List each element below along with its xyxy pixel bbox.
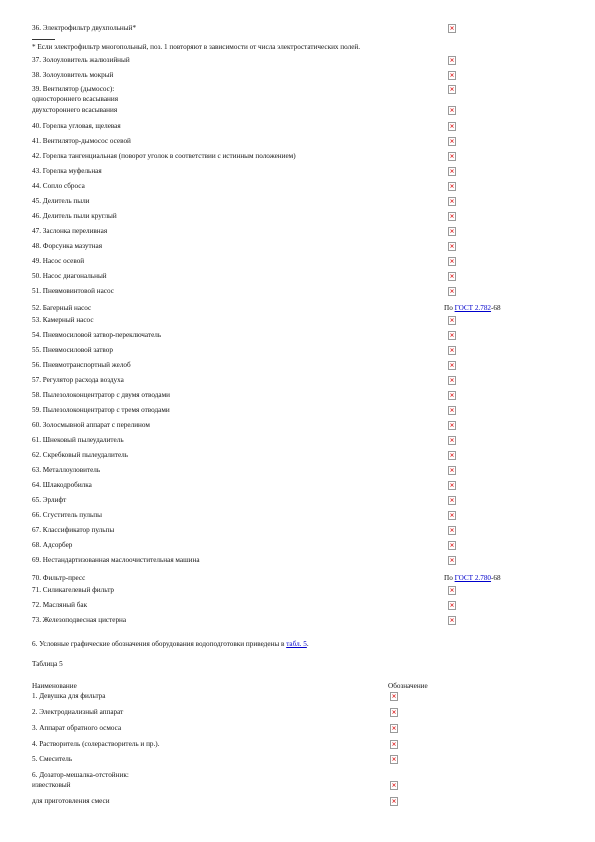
table-5-link[interactable]: табл. 5 xyxy=(286,640,307,648)
broken-image-icon: × xyxy=(449,198,455,205)
broken-image-icon: × xyxy=(391,693,397,700)
broken-image-icon: × xyxy=(449,168,455,175)
broken-image-icon: × xyxy=(449,527,455,534)
list-item: 42. Горелка тангенциальная (поворот уголок в соответствии с истинным положением) xyxy=(32,152,296,160)
broken-image-icon: × xyxy=(449,512,455,519)
broken-image-icon: × xyxy=(449,86,455,93)
broken-image-icon: × xyxy=(449,452,455,459)
list-item: одностороннего всасывания xyxy=(32,95,119,103)
broken-image-icon: × xyxy=(449,602,455,609)
gost-2782-link[interactable]: ГОСТ 2.782 xyxy=(454,304,492,312)
broken-image-icon: × xyxy=(449,123,455,130)
table5-item: известковый xyxy=(32,781,71,789)
list-item: 58. Пылезолоконцентратор с двумя отводами xyxy=(32,391,171,399)
column-header-symbol: Обозначение xyxy=(388,682,428,690)
table5-item: 4. Растворитель (солерастворитель и пр.). xyxy=(32,740,160,748)
broken-image-icon: × xyxy=(449,617,455,624)
list-item: 61. Шнековый пылеудалитель xyxy=(32,436,124,444)
broken-image-icon: × xyxy=(449,213,455,220)
broken-image-icon: × xyxy=(449,153,455,160)
list-item: 52. Багерный насос xyxy=(32,304,92,312)
broken-image-icon: × xyxy=(449,422,455,429)
list-item: 38. Золоуловитель мокрый xyxy=(32,71,114,79)
list-item: 62. Скребковый пылеудалитель xyxy=(32,451,129,459)
list-item: 60. Золосмывной аппарат с перелином xyxy=(32,421,150,429)
broken-image-icon: × xyxy=(449,183,455,190)
broken-image-icon: × xyxy=(449,497,455,504)
list-item: 69. Нестандартизованная маслоочистительная машина xyxy=(32,556,200,564)
broken-image-icon: × xyxy=(391,725,397,732)
list-item: 41. Вентилятор-дымосос осевой xyxy=(32,137,131,145)
list-item: 46. Делитель пыли круглый xyxy=(32,212,117,220)
broken-image-icon: × xyxy=(449,57,455,64)
list-item: 72. Масляный бак xyxy=(32,601,88,609)
list-item: 65. Эрлифт xyxy=(32,496,67,504)
list-item: 48. Форсунка мазутная xyxy=(32,242,103,250)
broken-image-icon: × xyxy=(449,107,455,114)
list-item: 53. Камерный насос xyxy=(32,316,94,324)
ref-prefix: По xyxy=(444,574,455,582)
broken-image-icon: × xyxy=(449,72,455,79)
list-item: 50. Насос диагональный xyxy=(32,272,107,280)
broken-image-icon: × xyxy=(449,25,455,32)
broken-image-icon: × xyxy=(449,392,455,399)
list-item: 63. Металлоуловитель xyxy=(32,466,101,474)
broken-image-icon: × xyxy=(391,756,397,763)
broken-image-icon: × xyxy=(391,798,397,805)
broken-image-icon: × xyxy=(449,273,455,280)
table5-item: 6. Дозатор-мешалка-отстойник: xyxy=(32,771,129,779)
footnote-rule xyxy=(32,39,55,40)
list-item: 54. Пневмосиловой затвор-переключатель xyxy=(32,331,162,339)
ref-gost-2780 xyxy=(444,574,501,582)
broken-image-icon: × xyxy=(449,258,455,265)
ref-suffix: -68 xyxy=(491,574,501,582)
broken-image-icon: × xyxy=(449,557,455,564)
broken-image-icon: × xyxy=(391,741,397,748)
list-item: двухстороннего всасывания xyxy=(32,106,118,114)
list-item: 44. Сопло сброса xyxy=(32,182,85,190)
broken-image-icon: × xyxy=(449,288,455,295)
list-item: 45. Делитель пыли xyxy=(32,197,90,205)
table5-item: для приготовления смеси xyxy=(32,797,110,805)
column-header-name: Наименование xyxy=(32,682,77,690)
list-item: 40. Горелка угловая, щелевая xyxy=(32,122,121,130)
list-item: 67. Классификатор пульпы xyxy=(32,526,115,534)
broken-image-icon: × xyxy=(449,362,455,369)
broken-image-icon: × xyxy=(449,467,455,474)
list-item: 37. Золоуловитель жалюзийный xyxy=(32,56,130,64)
broken-image-icon: × xyxy=(449,138,455,145)
list-item: 66. Сгуститель пульпы xyxy=(32,511,102,519)
broken-image-icon: × xyxy=(391,709,397,716)
table-caption: Таблица 5 xyxy=(32,660,63,668)
broken-image-icon: × xyxy=(449,228,455,235)
list-item: 47. Заслонка переливная xyxy=(32,227,108,235)
list-item: 70. Фильтр-пресс xyxy=(32,574,86,582)
ref-gost-2782 xyxy=(444,304,501,312)
list-item: 64. Шлакодробилка xyxy=(32,481,92,489)
paragraph-6-text: 6. Условные графические обозначения оборудования водоподготовки приведены в xyxy=(32,640,287,648)
table5-item: 3. Аппарат обратного осмоса xyxy=(32,724,122,732)
broken-image-icon: × xyxy=(449,482,455,489)
ref-suffix: -68 xyxy=(491,304,501,312)
list-item: 71. Силикагелевый фильтр xyxy=(32,586,115,594)
list-item: 56. Пневмотранспортный желоб xyxy=(32,361,131,369)
list-item: 68. Адсорбер xyxy=(32,541,73,549)
broken-image-icon: × xyxy=(449,407,455,414)
list-item: 36. Электрофильтр двухпольный* xyxy=(32,24,137,32)
list-item: 57. Регулятор расхода воздуха xyxy=(32,376,124,384)
list-item: 55. Пневмосиловой затвор xyxy=(32,346,113,354)
paragraph-6 xyxy=(32,640,309,648)
broken-image-icon: × xyxy=(449,243,455,250)
broken-image-icon: × xyxy=(449,377,455,384)
table5-item: 1. Девушка для фильтра xyxy=(32,692,106,700)
list-item: 73. Железоподвесная цистерна xyxy=(32,616,127,624)
paragraph-6-end: . xyxy=(306,640,309,648)
table5-item: 5. Смеситель xyxy=(32,755,73,763)
table5-item: 2. Электродиализный аппарат xyxy=(32,708,124,716)
ref-prefix: По xyxy=(444,304,455,312)
broken-image-icon: × xyxy=(449,332,455,339)
list-item: 39. Вентилятор (дымосос): xyxy=(32,85,115,93)
broken-image-icon: × xyxy=(449,587,455,594)
broken-image-icon: × xyxy=(449,437,455,444)
broken-image-icon: × xyxy=(391,782,397,789)
broken-image-icon: × xyxy=(449,347,455,354)
list-item: 43. Горелка муфельная xyxy=(32,167,102,175)
list-item: * Если электрофильтр многопольный, поз. 1 повторяют в зависимости от числа электростатических полей. xyxy=(32,43,361,51)
list-item: 59. Пылезолоконцентратор с тремя отводами xyxy=(32,406,170,414)
list-item: 49. Насос осевой xyxy=(32,257,85,265)
gost-2780-link[interactable]: ГОСТ 2.780 xyxy=(454,574,492,582)
broken-image-icon: × xyxy=(449,542,455,549)
broken-image-icon: × xyxy=(449,317,455,324)
list-item: 51. Пневмовинтовой насос xyxy=(32,287,114,295)
